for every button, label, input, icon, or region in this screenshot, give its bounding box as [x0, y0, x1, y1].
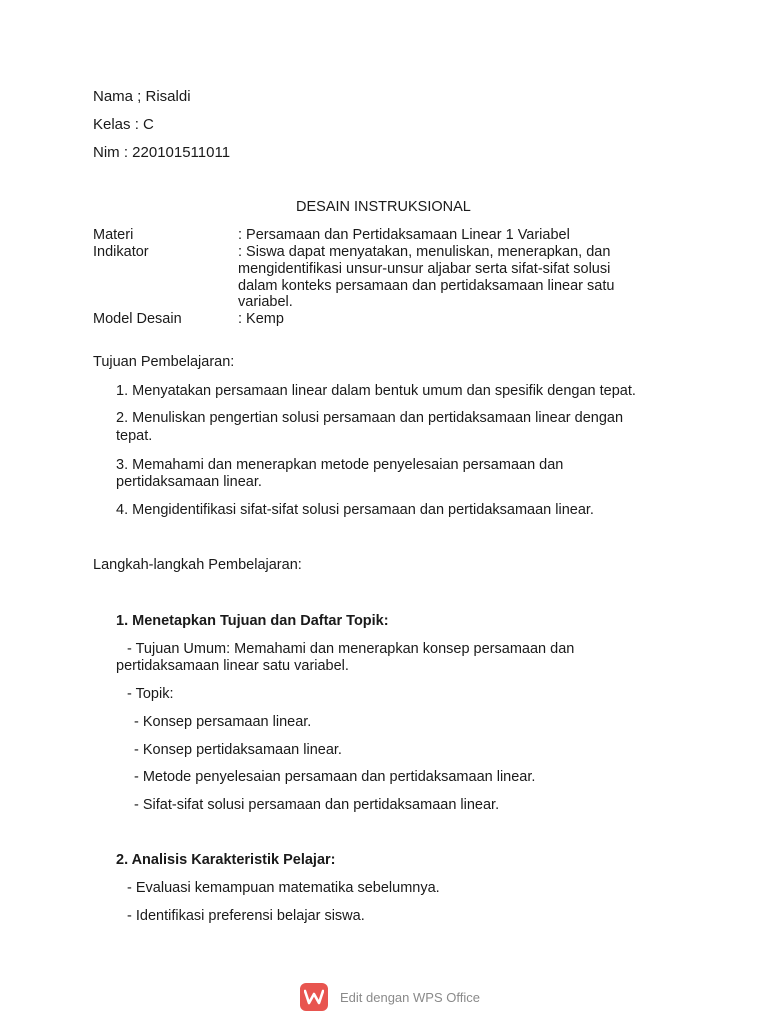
- tujuan-umum-cont: pertidaksamaan linear satu variabel.: [116, 658, 349, 674]
- tujuan-item-cont: pertidaksamaan linear.: [116, 474, 262, 490]
- wps-watermark[interactable]: [300, 983, 480, 1011]
- materi-label: Materi: [93, 227, 134, 243]
- tujuan-item: 1. Menyatakan persamaan linear dalam bentuk umum dan spesifik dengan tepat.: [116, 383, 636, 399]
- step1-heading: 1. Menetapkan Tujuan dan Daftar Topik:: [116, 613, 389, 629]
- step2-heading: 2. Analisis Karakteristik Pelajar:: [116, 852, 336, 868]
- student-name: Nama ; Risaldi: [93, 88, 191, 105]
- indikator-label: Indikator: [93, 244, 149, 260]
- tujuan-item-cont: tepat.: [116, 428, 153, 444]
- step2-item: - Identifikasi preferensi belajar siswa.: [127, 908, 365, 924]
- topik-item: - Konsep persamaan linear.: [134, 714, 312, 730]
- wps-edit-link[interactable]: Edit dengan WPS Office: [340, 989, 480, 1005]
- model-value: : Kemp: [238, 311, 284, 327]
- topik-item: - Metode penyelesaian persamaan dan pertidaksamaan linear.: [134, 769, 536, 785]
- wps-logo-icon: [300, 983, 328, 1011]
- topik-item: - Sifat-sifat solusi persamaan dan pertidaksamaan linear.: [134, 797, 500, 813]
- langkah-heading: Langkah-langkah Pembelajaran:: [93, 557, 302, 573]
- student-nim: Nim : 220101511011: [93, 144, 231, 161]
- student-class: Kelas : C: [93, 116, 154, 133]
- topik-label: - Topik:: [127, 686, 174, 702]
- indikator-line: variabel.: [238, 294, 293, 310]
- indikator-line: mengidentifikasi unsur-unsur aljabar serta sifat-sifat solusi: [238, 261, 611, 277]
- tujuan-heading: Tujuan Pembelajaran:: [93, 354, 235, 370]
- tujuan-item: 3. Memahami dan menerapkan metode penyelesaian persamaan dan: [116, 457, 564, 473]
- tujuan-umum-line: - Tujuan Umum: Memahami dan menerapkan konsep persamaan dan: [127, 641, 575, 657]
- model-label: Model Desain: [93, 311, 182, 327]
- step2-item: - Evaluasi kemampuan matematika sebelumnya.: [127, 880, 440, 896]
- indikator-line: dalam konteks persamaan dan pertidaksamaan linear satu: [238, 278, 615, 294]
- indikator-line: : Siswa dapat menyatakan, menuliskan, menerapkan, dan: [238, 244, 611, 260]
- document-title: DESAIN INSTRUKSIONAL: [296, 199, 471, 215]
- materi-value: : Persamaan dan Pertidaksamaan Linear 1 Variabel: [238, 227, 570, 243]
- tujuan-item: 2. Menuliskan pengertian solusi persamaan dan pertidaksamaan linear dengan: [116, 410, 624, 426]
- tujuan-item: 4. Mengidentifikasi sifat-sifat solusi persamaan dan pertidaksamaan linear.: [116, 502, 594, 518]
- topik-item: - Konsep pertidaksamaan linear.: [134, 742, 342, 758]
